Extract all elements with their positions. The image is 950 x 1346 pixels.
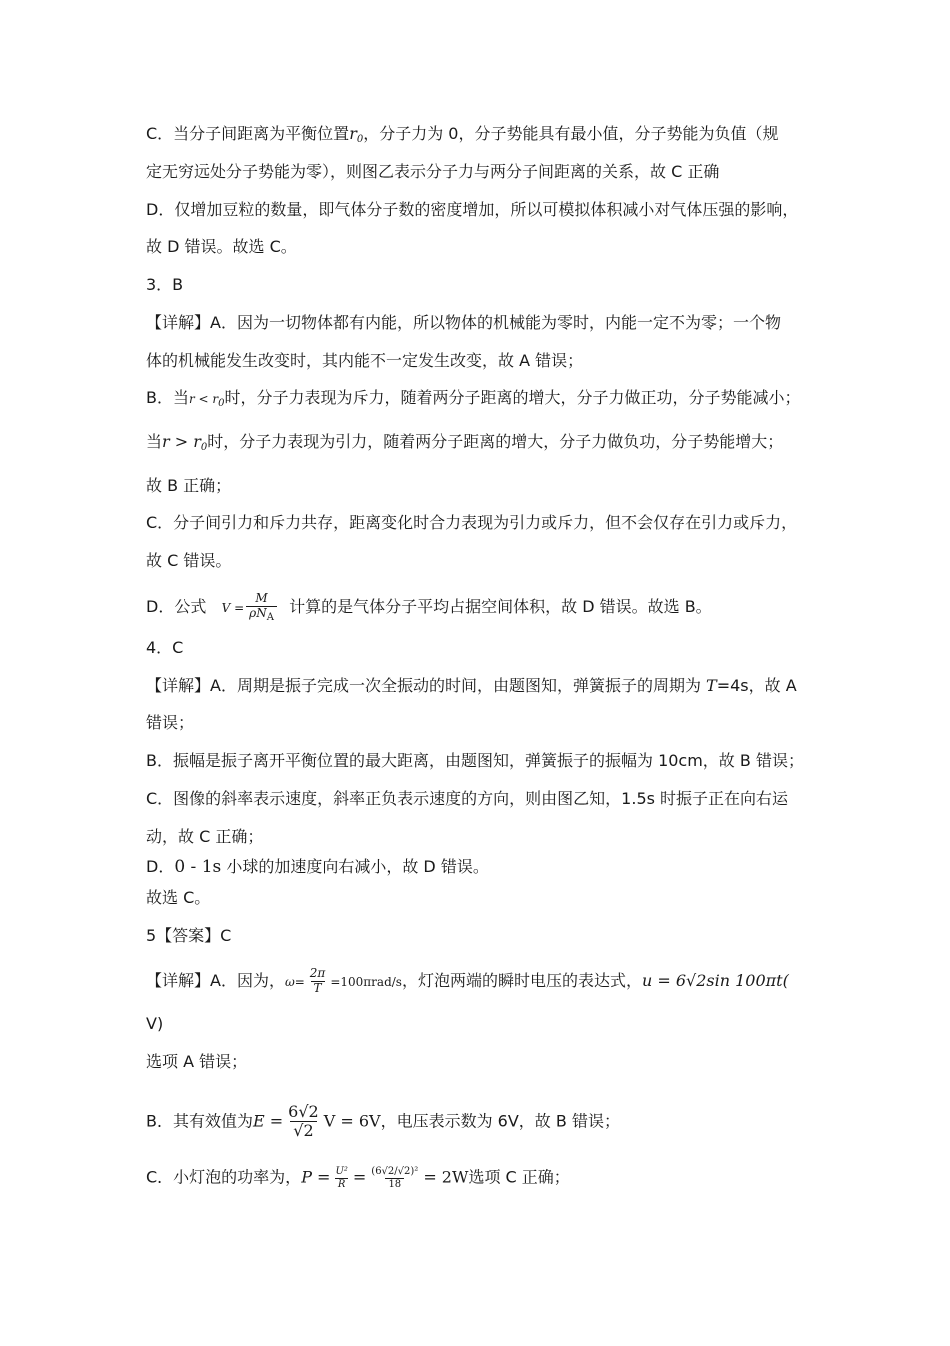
formula-P-fraction-2: $\frac{\text{(6√2/√2)²}}{18}$ xyxy=(371,1166,419,1190)
line-4-conclusion: 故选 C。 xyxy=(146,888,211,907)
line-d-beans: D．仅增加豆粒的数量，即气体分子数的密度增加，所以可模拟体积减小对气体压强的影响， xyxy=(146,200,799,219)
line-3d: D．公式 V = $\frac{M}{\rho N_A}$ 计算的是气体分子平均占据空间体积，故 D 错误。故选 B。 xyxy=(146,591,712,623)
line-3b: B．当$r < r_0$时，分子力表现为斥力，随着两分子距离的增大，分子力做正功，分子势能减小； xyxy=(146,388,801,409)
line-5b: B．其有效值为E = $\frac{6√2}{√2}$ V = 6V，电压表示数为 6V，故 B 错误； xyxy=(146,1102,620,1141)
line-3c: C．分子间引力和斥力共存，距离变化时合力表现为引力或斥力，但不会仅存在引力或斥力， xyxy=(146,513,798,532)
math-time-range: 0 - 1s xyxy=(174,857,222,877)
line-c-equilibrium: C．当分子间距离为平衡位置$r_0$，分子力为 0，分子势能具有最小值，分子势能为负值（规 xyxy=(146,124,779,145)
formula-E-fraction: $\frac{6√2}{√2}$ xyxy=(288,1102,319,1141)
line-3a: 【详解】A．因为一切物体都有内能，所以物体的机械能为零时，内能一定不为零；一个物 xyxy=(146,313,781,332)
line-4b: B．振幅是振子离开平衡位置的最大距离，由题图知，弹簧振子的振幅为 10cm，故 B 错误； xyxy=(146,751,804,770)
math-r-gt-r0: $r > r_0$ xyxy=(162,432,208,453)
formula-P-fraction-1: $\frac{\text{U²}}{R}$ xyxy=(335,1166,348,1190)
line-3b-conclusion: 故 B 正确； xyxy=(146,476,232,495)
formula-u-expression: u = 6√2sin 100πt( xyxy=(641,970,789,990)
line-4d: D．0 - 1s 小球的加速度向右减小，故 D 错误。 xyxy=(146,857,489,877)
line-4c: C．图像的斜率表示速度，斜率正负表示速度的方向，则由图乙知，1.5s 时振子正在向右运 xyxy=(146,789,789,808)
math-r-lt-r0: $r < r_0$ xyxy=(188,392,225,409)
line-3b-cont: 当$r > r_0$时，分子力表现为引力，随着两分子距离的增大，分子力做负功，分子势能增大； xyxy=(146,432,784,453)
answer-4: 4．C xyxy=(146,638,184,657)
line-d-conclusion: 故 D 错误。故选 C。 xyxy=(146,237,297,256)
line-4a: 【详解】A．周期是振子完成一次全振动的时间，由题图知，弹簧振子的周期为 T=4s，故 A xyxy=(146,676,797,695)
line-5a: 【详解】A．因为，ω= $\frac{2\pi}{T}$ =100πrad/s，灯泡两端的瞬时电压的表达式，u = 6√2sin 100πt( xyxy=(146,966,789,995)
line-5a-conclusion: 选项 A 错误； xyxy=(146,1052,248,1071)
line-3c-cont: 故 C 错误。 xyxy=(146,551,232,570)
math-r0: $r_0$ xyxy=(349,124,364,145)
line-3a-cont: 体的机械能发生改变时，其内能不一定发生改变，故 A 错误； xyxy=(146,351,584,370)
line-4a-cont: 错误； xyxy=(146,713,195,732)
formula-omega-fraction: $\frac{2\pi}{T}$ xyxy=(309,966,326,995)
answer-3: 3．B xyxy=(146,275,184,294)
line-5c: C．小灯泡的功率为，P = $\frac{\text{U²}}{R}$ = $\frac{\text{(6√2/√2)²}}{18}$ = 2W选项 C 正确； xyxy=(146,1166,570,1190)
line-5a-unit: V) xyxy=(146,1014,164,1033)
line-c-infinity: 定无穷远处分子势能为零），则图乙表示分子力与两分子间距离的关系，故 C 正确 xyxy=(146,162,720,181)
answer-5: 5【答案】C xyxy=(146,926,232,945)
formula-V-fraction: $\frac{M}{\rho N_A}$ xyxy=(246,592,277,623)
math-V-eq: V = xyxy=(221,601,245,616)
line-4c-cont: 动，故 C 正确； xyxy=(146,827,264,846)
